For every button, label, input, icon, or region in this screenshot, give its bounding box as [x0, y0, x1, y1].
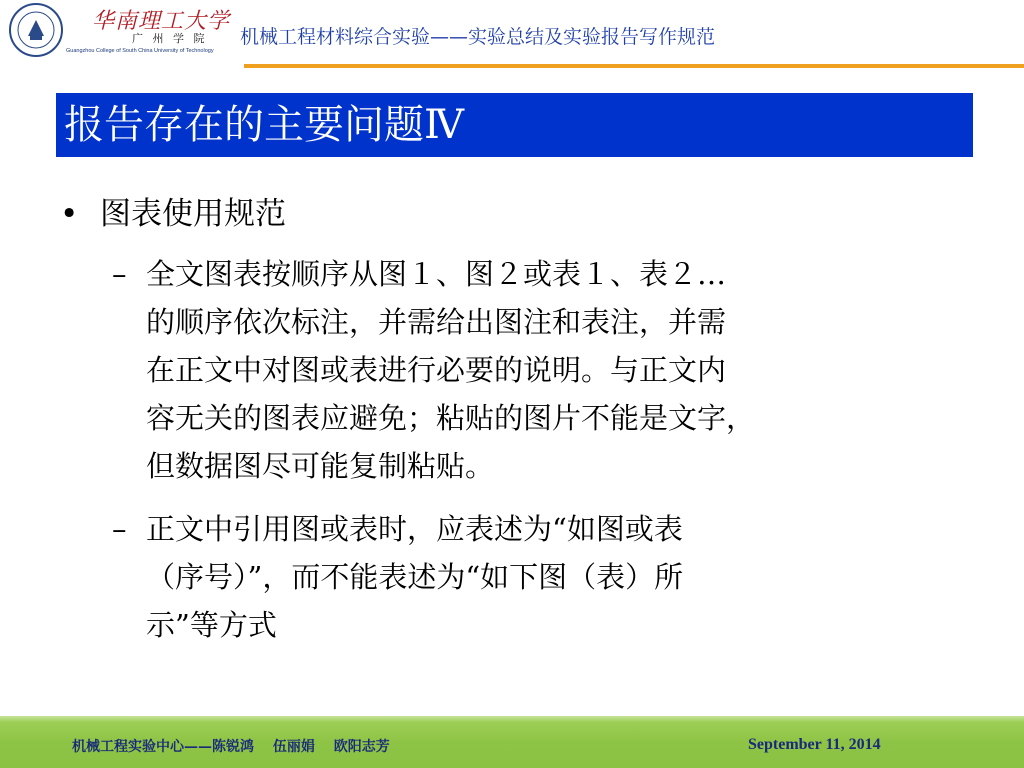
footer-authors: 机械工程实验中心——陈锐鸿 伍丽娟 欧阳志芳 — [72, 739, 390, 755]
footer-date: September 11, 2014 — [748, 736, 881, 753]
header-divider — [244, 64, 1024, 68]
title-bar — [56, 93, 973, 157]
sub-bullet-text — [146, 250, 755, 490]
text-line: 但数据图尽可能复制粘贴。 — [146, 449, 495, 483]
slide-title: 报告存在的主要问题Ⅳ — [64, 102, 464, 148]
text-line: （序号）”，而不能表述为“如下图（表）所 — [146, 560, 684, 594]
sub-bullet-text — [146, 505, 683, 649]
text-line: 正文中引用图或表时，应表述为“如图或表 — [146, 512, 683, 546]
text-line: 示”等方式 — [146, 608, 277, 642]
text-line: 在正文中对图或表进行必要的说明。与正文内 — [146, 353, 727, 387]
bullet-text: 图表使用规范 — [100, 196, 286, 232]
bullet-item — [60, 188, 286, 233]
sub-bullet-marker: – — [112, 512, 127, 546]
footer-bar — [0, 716, 1024, 768]
campus-name: 广 州 学 院 — [132, 32, 208, 45]
course-title: 机械工程材料综合实验——实验总结及实验报告写作规范 — [240, 26, 716, 48]
sub-bullet-marker: – — [112, 257, 127, 291]
text-line: 容无关的图表应避免；粘贴的图片不能是文字， — [146, 401, 756, 435]
text-line: 的顺序依次标注，并需给出图注和表注，并需 — [146, 305, 727, 339]
school-name: 华南理工大学 — [92, 9, 231, 34]
bullet-marker: • — [60, 196, 79, 232]
school-english-name: Guangzhou College of South China University of Technology — [66, 48, 214, 54]
text-line: 全文图表按顺序从图１、图２或表１、表２… — [146, 257, 727, 291]
university-logo — [8, 2, 236, 62]
university-seal-icon — [8, 2, 64, 58]
